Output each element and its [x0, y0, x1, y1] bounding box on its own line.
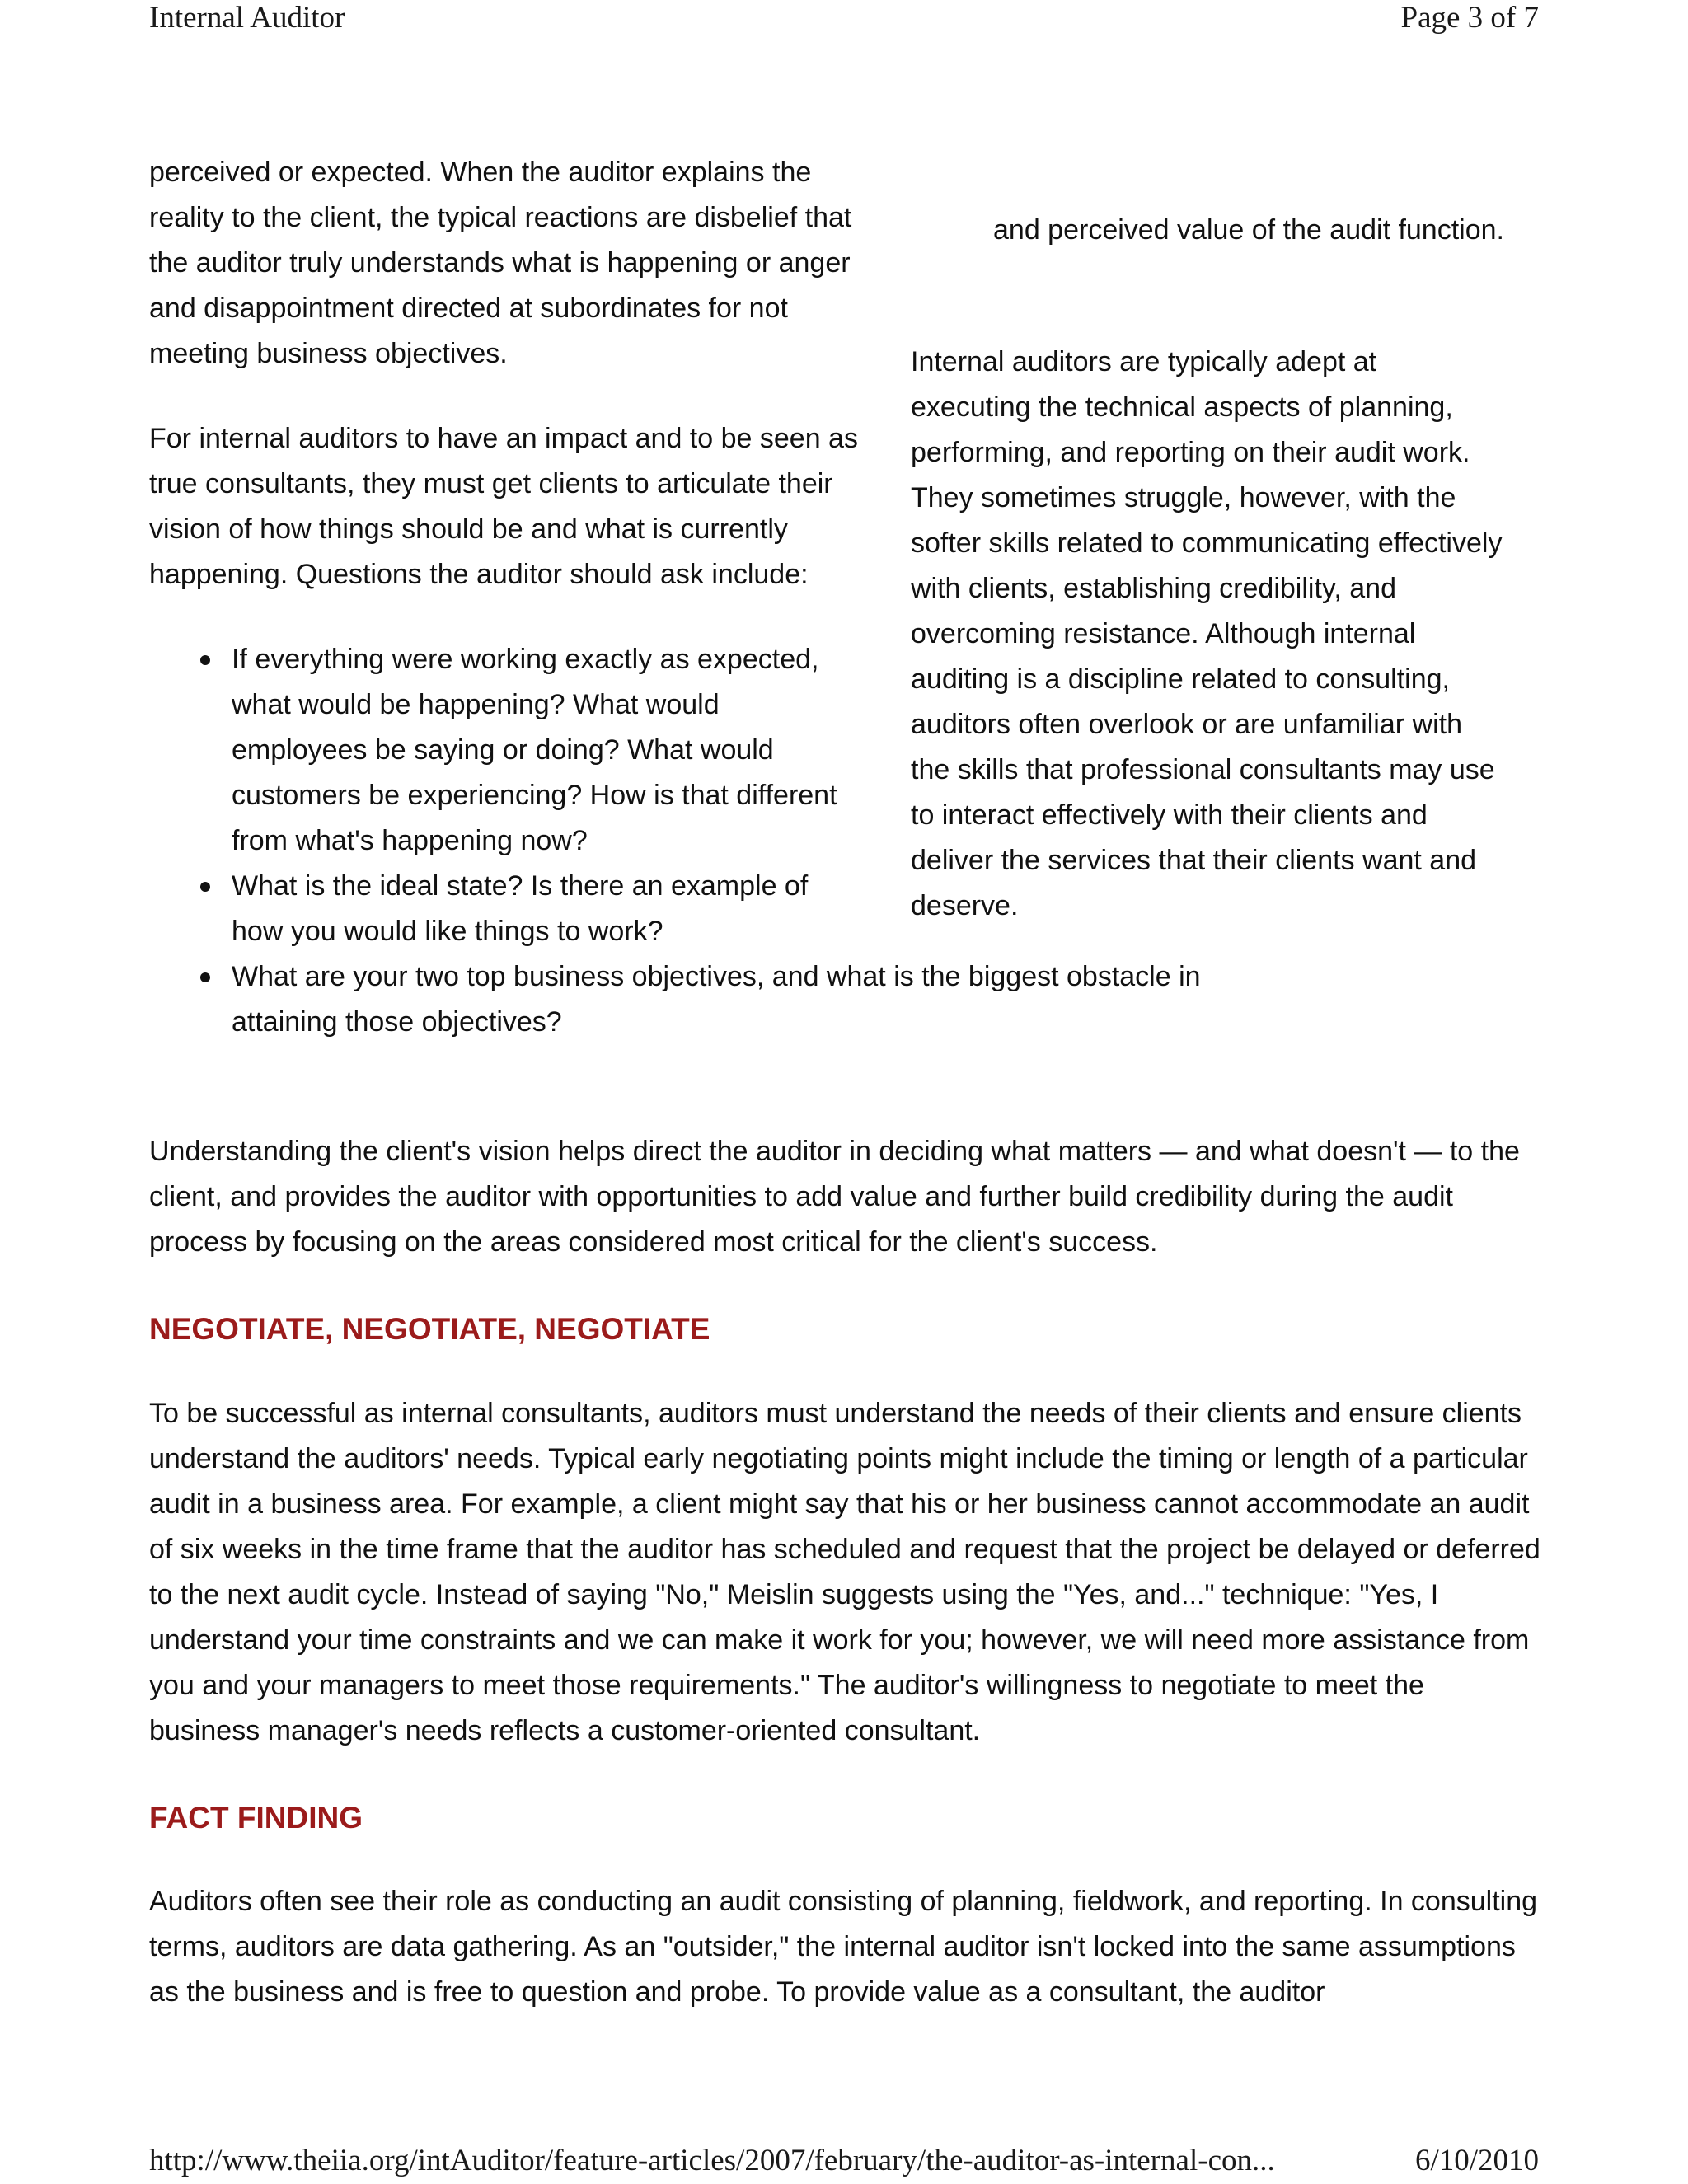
page-header	[149, 0, 1539, 35]
footer-url: http://www.theiia.org/intAuditor/feature-articles/2007/february/the-auditor-as-internal-con...	[149, 2144, 1275, 2177]
list-item-text: What are your two top business objectives, and what is the biggest obstacle in attaining those objectives?	[232, 961, 1201, 1038]
right-column-continued	[993, 208, 1504, 253]
continued-text: and perceived value of the audit function.	[993, 214, 1504, 246]
left-column	[149, 150, 1201, 1045]
list-item	[232, 954, 1221, 1045]
left-paragraph-1: perceived or expected. When the auditor explains the reality to the client, the typical reactions are disbelief that the auditor truly understands what is happening or anger and disappointment directed at subordinates for not meeting business objectives.	[149, 157, 852, 369]
list-item-text: What is the ideal state? Is there an example of how you would like things to work?	[232, 870, 809, 947]
fact-finding-paragraph: Auditors often see their role as conducting an audit consisting of planning, fieldwork, and reporting. In consulting terms, auditors are data gathering. As an "outsider," the internal auditor isn't locked into the same assumptions as the business and is free to question and probe. To provide value as a consultant, the auditor	[149, 1886, 1538, 2008]
vision-paragraph: Understanding the client's vision helps direct the auditor in deciding what matters — and what doesn't — to the client, and provides the auditor with opportunities to add value and further build credibility during the audit process by focusing on the areas considered most critical for the client's success.	[149, 1136, 1520, 1258]
page-number: Page 3 of 7	[1400, 1, 1539, 35]
bullet-icon	[200, 972, 210, 982]
right-column	[911, 340, 1504, 929]
publication-title: Internal Auditor	[149, 1, 345, 35]
questions-list	[149, 637, 1201, 1045]
bullet-icon	[200, 882, 210, 892]
list-item-text: If everything were working exactly as expected, what would be happening? What would employees be saying or doing? What would customers be experiencing? How is that different from what's happening now?	[232, 644, 837, 856]
section-heading-fact-finding: FACT FINDING	[149, 1801, 363, 1835]
section-heading-negotiate: NEGOTIATE, NEGOTIATE, NEGOTIATE	[149, 1312, 710, 1346]
page-footer	[149, 2143, 1539, 2178]
negotiate-paragraph: To be successful as internal consultants, auditors must understand the needs of their clients and ensure clients understand the auditors' needs. Typical early negotiating points might include the timing or length of a particular audit in a business area. For example, a client might say that his or her business cannot accommodate an audit of six weeks in the time frame that the auditor has scheduled and request that the project be delayed or deferred to the next audit cycle. Instead of saying "No," Meislin suggests using the "Yes, and..." technique: "Yes, I understand your time constraints and we can make it work for you; however, we will need more assistance from you and your managers to meet those requirements." The auditor's willingness to negotiate to meet the business manager's needs reflects a customer-oriented consultant.	[149, 1398, 1540, 1746]
footer-date: 6/10/2010	[1414, 2144, 1539, 2177]
bullet-icon	[200, 655, 210, 665]
left-paragraph-2: For internal auditors to have an impact and to be seen as true consultants, they must get clients to articulate their vision of how things should be and what is currently happening. Questions the auditor should ask include:	[149, 423, 858, 590]
right-paragraph-1: Internal auditors are typically adept at executing the technical aspects of planning, performing, and reporting on their audit work. They sometimes struggle, however, with the softer skills related to communicating effectively with clients, establishing credibility, and overcoming resistance. Although internal auditing is a discipline related to consulting, auditors often overlook or are unfamiliar with the skills that professional consultants may use to interact effectively with their clients and deliver the services that their clients want and deserve.	[911, 346, 1503, 921]
